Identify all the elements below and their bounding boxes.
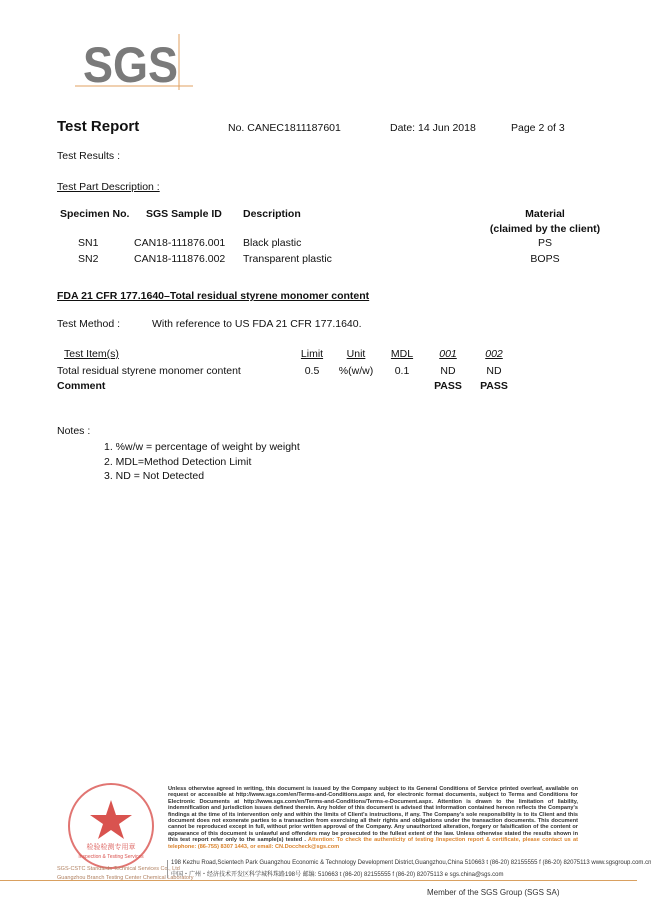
section-title: FDA 21 CFR 177.1640–Total residual styrene monomer content — [57, 290, 370, 302]
note-item: 1. %w/w = percentage of weight by weight — [104, 441, 300, 453]
col-sample-id: SGS Sample ID — [146, 208, 222, 220]
col-limit: Limit — [300, 348, 324, 360]
svg-text:检验检测专用章: 检验检测专用章 — [86, 844, 136, 851]
svg-text:Guangzhou Branch Testing Cente: Guangzhou Branch Testing Center Chemical Laboratory — [57, 875, 194, 881]
specimen-material: BOPS — [530, 253, 560, 265]
page-number: Page 2 of 3 — [511, 122, 565, 134]
test-item: Total residual styrene monomer content — [57, 365, 241, 377]
test-method-value: With reference to US FDA 21 CFR 177.1640. — [152, 318, 362, 330]
sample-id: CAN18-111876.002 — [134, 253, 226, 265]
result-002: ND — [486, 365, 502, 377]
address-english: 198 Kezhu Road,Scientech Park Guangzhou Economic & Technology Development District,Guangzhou,China 510663 t (86-20) 82155555 f (86-20) 82075113 www.sgsgroup.com.cn — [171, 860, 651, 866]
result-001: ND — [440, 365, 456, 377]
notes-label: Notes : — [57, 425, 91, 437]
note-item: 2. MDL=Method Detection Limit — [104, 456, 252, 468]
member-text: Member of the SGS Group (SGS SA) — [427, 888, 560, 897]
report-title: Test Report — [57, 118, 140, 135]
footer-divider — [0, 880, 637, 881]
col-unit: Unit — [346, 348, 366, 360]
col-sample-001: 001 — [439, 348, 457, 360]
part-description-label: Test Part Description : — [57, 181, 160, 193]
col-specimen-no: Specimen No. — [60, 208, 130, 220]
address-chinese: 中国・广州・经济技术开发区科学城科珠路198号 邮编: 510663 t (86-20) 82155555 f (86-20) 82075113 e sgs.china@sgs.com — [171, 872, 504, 878]
comment-label: Comment — [57, 380, 106, 392]
svg-text:SGS: SGS — [83, 37, 178, 93]
test-results-label: Test Results : — [57, 150, 121, 162]
col-material-note: (claimed by the client) — [489, 223, 601, 235]
specimen-material: PS — [537, 237, 552, 249]
report-number: No. CANEC1811187601 — [228, 122, 341, 134]
unit-value: %(w/w) — [338, 365, 374, 377]
mdl-value: 0.1 — [394, 365, 410, 377]
specimen-description: Black plastic — [243, 237, 302, 249]
specimen-no: SN1 — [78, 237, 99, 249]
col-test-item: Test Item(s) — [64, 348, 119, 360]
address-block — [167, 860, 651, 878]
note-item: 3. ND = Not Detected — [104, 470, 205, 482]
limit-value: 0.5 — [304, 365, 320, 377]
col-description: Description — [243, 208, 301, 220]
comment-001: PASS — [434, 380, 462, 392]
test-method-label: Test Method : — [57, 318, 121, 330]
inspection-stamp — [55, 780, 194, 881]
sample-id: CAN18-111876.001 — [134, 237, 226, 249]
authenticity-notice: Attention: To check the authenticity of testing /inspection report & certificate, please contact us at telephone: (86-755) 8307 1443, or email: CN.Doccheck@sgs.com — [168, 837, 579, 850]
legal-text: Unless otherwise agreed in writing, this document is issued by the Company subject to its General Conditions of Service printed overleaf, available on request or accessible at http://www.sgs.com/en/Terms-and-Conditions.aspx and, for electronic format documents, subject to Terms and Conditions for Electronic Documents at http://www.sgs.com/en/Terms-and-Conditions/Terms-e-Document.aspx. Attention is drawn to the limitation of liability, indemnification and jurisdiction issues defined therein. Any holder of this document is advised that information contained hereon reflects the Company's findings at the time of its intervention only and within the limits of Client's instructions, if any. The Company's sole responsibility is to its Client and this document does not exonerate parties to a transaction from exercising all their rights and obligations under the transaction documents. This document cannot be reproduced except in full, without prior written approval of the Company. Any unauthorized alteration, forgery or falsification of the content or appearance of this document is unlawful and offenders may be prosecuted to the fullest extent of the law. Unless otherwise stated the results shown in this test report refer only to the sample(s) tested . — [168, 786, 578, 844]
specimen-description: Transparent plastic — [243, 253, 332, 265]
col-sample-002: 002 — [485, 348, 503, 360]
report-date: Date: 14 Jun 2018 — [390, 122, 476, 134]
sgs-logo — [75, 30, 193, 93]
svg-text:SGS-CSTC Standards Technical S: SGS-CSTC Standards Technical Services Co., Ltd — [57, 866, 180, 872]
specimen-no: SN2 — [78, 253, 99, 265]
col-mdl: MDL — [390, 348, 414, 360]
legal-disclaimer — [168, 786, 578, 850]
svg-text:Inspection & Testing Services: Inspection & Testing Services — [78, 854, 144, 860]
comment-002: PASS — [480, 380, 508, 392]
col-material: Material — [525, 208, 565, 220]
